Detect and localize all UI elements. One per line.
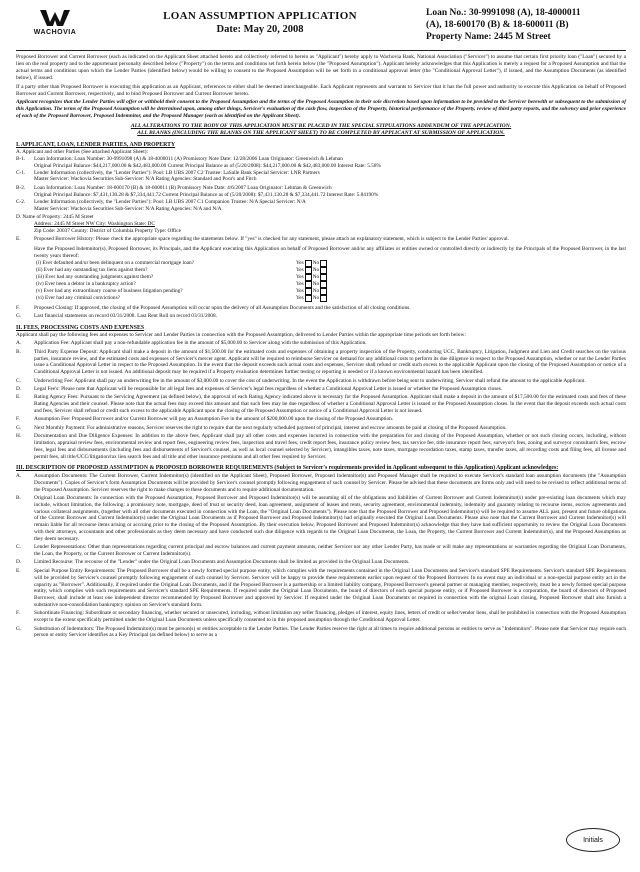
borrower-history-question-intro: Have the Proposed Indemnitor(s), Proposed Borrower, its Principals, and the Applicant executing this Application on behalf of Proposed Borrower and/or any affiliates or entities owned or controlled directly or indirectly by the Principals of the Proposed Borrower, in the last twenty years thereof: xyxy=(34,246,626,259)
requirement-item xyxy=(16,610,626,624)
property-name-line: D. Name of Property: 2445 M Street xyxy=(16,214,94,221)
fee-item xyxy=(16,416,626,423)
fee-item-label: C. xyxy=(16,377,21,384)
fee-item-text: Third Party Expense Deposit: Applicant shall make a deposit in the amount of $1,500.00 for the estimated costs and expenses of obtaining a property inspection of the Property, conducting UCC, Bankruptcy, Litigation, Judgment and Lien and Credit searches on the various parties, insurance review, and the estimated costs and expenses of Servicer's mercer agent. Applicant will be required to reimburse Servicer on demand for any additional costs to perform its due diligence in respect to the Proposed Assumption, whether or not the Lender Parties issue a Conditional Approval Letter in respect to the Proposed Assumption. In the event that the deposit exceeds such actual costs and expenses, Servicer shall refund or credit such excess to the applicable Applicant upon the closing of the Proposed Assumption or notice of a Conditional Approval Letter is not issued. An additional deposit may be required if a Property evaluation determines further testing or reporting is needed or if a known environmental hazard has been identified. xyxy=(34,348,626,376)
fee-item-text: Legal Fee's: Please note that Applicant will be responsible for all legal fees and expenses of Servicer's legal fees regardless of whether a Conditional Approval Letter is issued or whether the Proposed Assumption closes. xyxy=(34,385,503,392)
logo-text: WACHOVIA xyxy=(33,29,77,36)
no-checkbox[interactable] xyxy=(320,295,327,302)
history-question-2: (ii) Ever had any outstanding tax liens against them? Yes No xyxy=(16,267,626,274)
no-checkbox[interactable] xyxy=(320,274,327,281)
requirement-item-text: Original Loan Documents: In connection with the Proposed Assumption, Proposed Borrower and Proposed Indemnitor(s) will be assuming all of the obligations and liabilities of Current Borrower and Current Indemnitor(s) under pre-existing loan documents which may include, without limitation, the following: a promissory note, mortgage, deed of trust or security deed, loan agreement, assignment of leases and rents, security agreement, environmental indemnity, indemnity and guaranty relating to recourse items, escrow agreements and various collateral assignments, (together with all other documents executed in connection with the Loan, the "Original Loan Documents"). Please note that the Proposed Borrower and Proposed Indemnitor(s) will be required to assume ALL past, present and future obligations of the Current Borrower and Current Indemnitor(s) under the Original Loan Documents as if Proposed Borrower and Proposed Indemnitor(s) had originally executed the Original Loan Documents. Please also note that the Current Borrower and Current Indemnitor(s) will remain liable for all recourse items arising or accruing prior to the closing of the Proposed Assumption. By their execution below, Proposed Borrower and Proposed Indemnitor(s) acknowledge that they have had sufficient opportunity to review the Original Loan Documents with their attorneys, accountants and other professionals as they deem necessary and have conducted such due diligence with regards to the Original Loan Documents, the Loan, the Property, the Current Borrower and Current Indemnitor(s), and the Proposed Assumption as they deem necessary. xyxy=(34,494,626,542)
fee-item-label: G. xyxy=(16,424,22,431)
loan-info-b1: B-1. Loan Information: Loan Number: 30-9991098 (A) & 18-4000011 (A) Promissory Note Date: 12/28/2006 Loan Originator: Greenwich & Lehman xyxy=(16,155,343,162)
requirement-item-label: A. xyxy=(16,472,22,479)
yes-checkbox[interactable] xyxy=(305,281,312,288)
fee-item-label: H. xyxy=(16,432,22,439)
history-question-4: (iv) Ever been a debtor in a bankruptcy action? Yes No xyxy=(16,281,626,288)
intro-paragraph-2: If a party other than Proposed Borrower is executing this application as an Applicant, references to either shall be deemed interchangeable. Each Applicant represents and warrants to Servicer that it has the full power and authority to execute this Application on behalf of Proposed Borrower and Current Borrower, respectively, and to bind Proposed Borrower and Current Borrower hereto. xyxy=(16,83,626,97)
no-checkbox[interactable] xyxy=(320,267,327,274)
loan-number-line-1: Loan No.: 30-9991098 (A), 18-4000011 xyxy=(426,8,581,18)
loan-number-line-2: (A), 18-600170 (B) & 18-600011 (B) xyxy=(426,20,569,30)
fee-item-text: Assumption Fee: Proposed Borrower and/or Current Borrower will pay an Assumption Fee in the amount of $200,000.00 upon the closing of the Proposed Assumption. xyxy=(34,416,394,423)
requirement-item-label: D. xyxy=(16,559,22,566)
requirement-item-text: Substitution of Indemnitors: The Proposed Indemnitor(s) must be person(s) or entities acceptable to the Lender Parties. The Lender Parties reserve the right at all times to require additional persons or entities to serve as "Indemnitors". Please note that Servicer may require each person or entity Servicer identifies as a Key Principal (as defined below) to serve as a xyxy=(34,625,626,639)
history-question-1: (i) Ever defaulted and/or been delinquent on a commercial mortgage loan? Yes No xyxy=(16,260,626,267)
initials-label: Initials xyxy=(583,836,603,844)
borrower-history-questions xyxy=(16,260,626,302)
wachovia-logo xyxy=(16,6,94,36)
alterations-notice: ALL ALTERATIONS TO THE BODY OF THIS APPLICATION MUST BE PLACED IN THE SPECIAL STIPULATIONS ADDENDUM OF THE APPLICATION. xyxy=(130,123,512,130)
requirement-item-text: Special Purpose Entity Requirements: The Proposed Borrower shall be a newly formed special purpose entity, which complies with the requirements contained in the Original Loan Documents and Servicer's standard SPE Requirements. Servicer's standard SPE Requirements will be provided by Servicer's counsel promptly following engagement of such counsel by Servicer. Servicer will be happy to provide these requirements earlier upon request of the Proposed Borrower. In no event may an individual or a non-special purpose entity act in the capacity as "Borrower". Additionally, if required under the Original Loan Documents, and if the Proposed Borrower is a partnership or a limited liability company, Proposed Borrower's general partner or managing member, respectively, must be a newly formed special purpose entity, which complies with such requirements and Servicer's standard SPE Requirements. If required under the Original Loan Documents, the board of directors of each special purpose entity, or if Proposed Borrower is a corporation, the board of directors of Proposed Borrower, shall include at least one independent director recommended by Proposed Borrower and approved by Servicer. If required under the Original Loan Documents or required in connection with the original Loan closing, Proposed Borrower shall also furnish a substantive non-consolidation bankruptcy opinion on Servicer's standard form. xyxy=(34,567,626,609)
fee-item-text: Next Monthly Payment: For administrative reasons, Servicer reserves the right to require that the next regularly scheduled payment of principal, interest and escrow amounts be paid at closing of the Proposed Assumption. xyxy=(34,424,507,431)
fee-item-text: Documentation and Due Diligence Expenses: In addition to the above fees, Applicant shall pay all other costs and expenses incurred in connection with the preparation for and closing of the Proposed Assumption, whether or not such closing occurs, including, without limitation, appraisal review fees, environmental review and report fees, engineering review fees, inspection and travel fees, credit report fees, insurance policy review fees, tax service fee, title insurance report fees, surveyor's fees, zoning and surveyor consultant's fees, escrow fees, legal fees and disbursements (including fees and disbursements of Servicer's counsel, as well as local counsel selected by Servicer), intangibles taxes, note taxes, mortgage recordation taxes, stamp taxes, transfer taxes, all recording costs and filing fees, all license and permit fees, all title/UCC/litigation/tax lien search fees and all title and other insurance premiums and all other fees required by Servicer. xyxy=(34,432,626,460)
requirement-item-text: Lender Representations: Other than representations regarding current principal and escrow balances and current payment amounts, neither Servicer nor any other Lender Party, has made or will make any representations or warranties regarding the Original Loan Documents, the Loan, the Property, or the Current Borrower or Current Indemnitor(s). xyxy=(34,544,626,558)
requirements-list xyxy=(16,473,626,639)
applicant-parties-line: A. Applicant and other Parties (See attached Applicant Sheet): xyxy=(16,149,148,156)
proposed-closing-item: F. Proposed Closing: If approved, the closing of the Proposed Assumption will occur upon the delivery of all Assumption Documents and the satisfaction of all closing conditions. xyxy=(16,304,411,311)
fee-item-label: A. xyxy=(16,340,22,347)
requirement-item-label: E. xyxy=(16,567,21,574)
yes-checkbox[interactable] xyxy=(305,288,312,295)
borrower-history-item: E. Proposed Borrower History: Please check the appropriate space regarding the statements below. If "yes" is checked for any statement, please attach an explanatory statement, which is subject to the Lender Parties' approval. xyxy=(16,236,509,243)
fee-item-text: Rating Agency Fees: Pursuant to the Servicing Agreement (as defined below), the approval of each Rating Agency indicated above is necessary for the Proposed Assumption. Applicant shall make a deposit in the amount of $17,500.00 for the estimated costs and fees of these Rating Agencies and their counsel. Please note that the actual fees may exceed this amount and that such fees may be due regardless of whether a Conditional Approval Letter is issued or the Proposed Assumption closes. In the event that the deposit exceeds such actual costs and fees, Servicer shall refund or credit such excess to the applicable Applicant upon the closing of the Proposed Assumption or notice of a Conditional Approval Letter is not issued. xyxy=(34,394,626,414)
loan-reference-block xyxy=(426,6,626,43)
servicer-info-c1: Master Servicer: Wachovia Securities Sub-Servicer: N/A Rating Agencies: Standard and Poor's and Fitch xyxy=(34,176,257,183)
loan-info-b2: B-2. Loan Information: Loan Number: 18-600170 (B) & 18-600011 (B) Promissory Note Date: 4/6/2007 Loan Originator: Lehman & Greenwich xyxy=(16,185,332,192)
loan-balance-b2: Original Principal Balance: $7,431,130.28 & $7,334,441.72 Current Principal Balance as of (5/20/2008): $7,431,130.28 & $7,334,441.72 Interest Rate: 5.84190% xyxy=(34,191,379,198)
wachovia-logo-mark-icon xyxy=(38,8,72,28)
fees-list xyxy=(16,340,626,460)
requirement-item-label: C. xyxy=(16,544,21,551)
section-2-title: II. FEES, PROCESSING COSTS AND EXPENSES xyxy=(16,324,145,331)
history-question-5: (v) Ever had any extraordinary course of business litigation pending? Yes No xyxy=(16,288,626,295)
yes-checkbox[interactable] xyxy=(305,260,312,267)
document-title: LOAN ASSUMPTION APPLICATION xyxy=(163,10,357,22)
fee-item xyxy=(16,433,626,460)
fee-item-label: E. xyxy=(16,394,21,401)
fee-item-label: F. xyxy=(16,416,20,423)
requirement-item-label: F. xyxy=(16,610,20,617)
initials-stamp[interactable] xyxy=(566,828,620,852)
section-1-title: I. APPLICANT, LOAN, LENDER PARTIES, AND PROPERTY xyxy=(16,142,176,149)
no-checkbox[interactable] xyxy=(320,281,327,288)
fee-item-text: Underwriting Fee: Applicant shall pay an underwriting fee in the amount of $3,000.00 to cover the cost of underwriting. In the event the Application is withdrawn before being sent to underwriting, Servicer shall refund the amount to the applicable Applicant. xyxy=(34,377,586,384)
requirement-item xyxy=(16,544,626,558)
intro-paragraph-3: Applicant recognizes that the Lender Parties will offer or withhold their consent to the Proposed Assumption and the terms of the Proposed Assumption in their sole discretion based upon information to be provided to the Servicer herewith or subsequent to the submission of this Application. The terms of the Proposed Assumption will be determined upon, among other things, Servicer's evaluation of the cash flow, inspection of the Property, historical performance of the Property, review of third party reports, and the solvency and prior experience of each of the Proposed Borrower, Proposed Indemnitor, and the Proposed Manager (each as identified on the Applicant Sheet). xyxy=(16,99,626,120)
requirement-item-text: Subordinate Financing: Subordinate or secondary financing, whether secured or unsecured, including, without limitation any seller financing, pledges of interest, equity lines, letters of credit or seller/vendor liens, shall be prohibited in connection with the Proposed Assumption except to the extent specifically permitted under the Original Loan Documents unless specifically consented to in this proposed assumption through the Conditional Approval Letter. xyxy=(34,610,626,624)
servicer-info-c2: Master Servicer: Wachovia Securities Sub-Servicer: N/A Rating Agencies: N/A and N/A xyxy=(34,205,222,212)
lender-info-c1: C-1. Lender Information (collectively, the "Lender Parties"): Pool: LB UBS 2007 C2 Trustee: LaSalle Bank Special Servicer: LNR Partners xyxy=(16,169,320,176)
fee-item xyxy=(16,349,626,376)
yes-checkbox[interactable] xyxy=(305,295,312,302)
intro-paragraph-1: Proposed Borrower and Current Borrower (each as indicated on the Applicant Sheet attached hereto and collectively referred to herein as "Applicant") hereby apply to Wachovia Bank, National Association ("Servicer") to assume that certain first priority loan ("Loan") secured by a lien on the real property and to the appurtenant personalty described below ("Property") on the terms and conditions set forth herein below (the "Proposed Assumption"). Applicant hereby acknowledges that this Application is merely a request for a Proposed Assumption and that the actual terms and conditions upon which the Lender Parties (identified below) would be willing to consent to the Proposed Assumption will be set forth in a conditional approval letter (the "Conditional Approval Letter"), if issued, and the Assumption Documents (as identified below), if issued. xyxy=(16,54,626,81)
fee-item xyxy=(16,340,626,347)
loan-balance-b1: Original Principal Balance: $44,217,000.00 & $42,483,000.00 Current Principal Balance as of (5/20/2008): $44,217,000.00 & $42,483,000.00 Interest Rate: 5.58% xyxy=(34,162,381,169)
fee-item-label: D. xyxy=(16,385,22,392)
property-zip-line: Zip Code: 20037 County: District of Columbia Property Type: Office xyxy=(34,227,181,234)
requirement-item-text: Limited Recourse: The recourse of the "Lender" under the Original Loan Documents and Assumption Documents shall be limited as provided in the Original Loan Documents. xyxy=(34,559,410,566)
requirement-item-label: B. xyxy=(16,494,21,501)
yes-checkbox[interactable] xyxy=(305,274,312,281)
history-question-6: (vi) Ever had any criminal convictions? Yes No xyxy=(16,295,626,302)
no-checkbox[interactable] xyxy=(320,288,327,295)
requirement-item-label: G. xyxy=(16,625,22,632)
financial-statements-item: G. Last financial statements on record 03/31/2008. Last Rent Roll on record 03/31/2008. xyxy=(16,313,217,320)
history-question-3: (iii) Ever had any outstanding judgments against them? Yes No xyxy=(16,274,626,281)
section-3-title: III. DESCRIPTION OF PROPOSED ASSUMPTION & PROPOSED BORROWER REQUIREMENTS (Subject to Servicer's requirements provided in Applicant subsequent to this Application) Applicant acknowledges: xyxy=(16,465,559,472)
document-date: Date: May 20, 2008 xyxy=(216,24,304,35)
fee-item-label: B. xyxy=(16,348,21,355)
requirement-item xyxy=(16,626,626,640)
fee-item xyxy=(16,425,626,432)
no-checkbox[interactable] xyxy=(320,260,327,267)
document-header xyxy=(16,6,626,51)
requirement-item xyxy=(16,559,626,566)
section-2-intro: Applicant shall pay the following fees and expenses to Servicer and Lender Parties in connection with the Proposed Assumption, delivered to Lender Parties within the appropriate time periods set forth below: xyxy=(16,331,466,338)
property-name: Property Name: 2445 M Street xyxy=(426,32,551,42)
lender-info-c2: C-2. Lender Information (collectively, the "Lender Parties"): Pool: LB UBS 2007 C1 Companion Trustee: N/A Special Servicer: N/A xyxy=(16,198,306,205)
blanks-notice: ALL BLANKS (INCLUDING THE BLANKS ON THE APPLICANT SHEET) TO BE COMPLETED BY APPLICANT AT SUBMISSION OF APPLICATION. xyxy=(137,130,505,137)
yes-checkbox[interactable] xyxy=(305,267,312,274)
requirement-item-text: Assumption Documents: The Current Borrower, Current Indemnitor(s) (identified on the Applicant Sheet), Proposed Borrower, Proposed Indemnitor(s) and Proposed Manager shall be required to execute Servicer's standard loan assumption documents (the "Assumption Documents"). Copies of Servicer's form Assumption Documents will be provided by Servicer's counsel promptly following engagement of such counsel by Servicer. Please be advised that these documents are forms only and will need to be revised to reflect additional terms of the Proposed Assumption. Servicer reserves the right to make changes to these documents and to require additional documentation. xyxy=(34,472,626,493)
fee-item xyxy=(16,394,626,415)
requirement-item xyxy=(16,495,626,543)
fee-item xyxy=(16,378,626,385)
requirement-item xyxy=(16,568,626,609)
property-address-line: Address: 2445 M Street NW City: Washington State: DC xyxy=(34,221,155,228)
fee-item-text: Application Fee: Applicant shall pay a non-refundable application fee in the amount of $5,000.00 to Servicer along with the submission of this Application. xyxy=(34,340,367,347)
requirement-item xyxy=(16,473,626,494)
fee-item xyxy=(16,386,626,393)
